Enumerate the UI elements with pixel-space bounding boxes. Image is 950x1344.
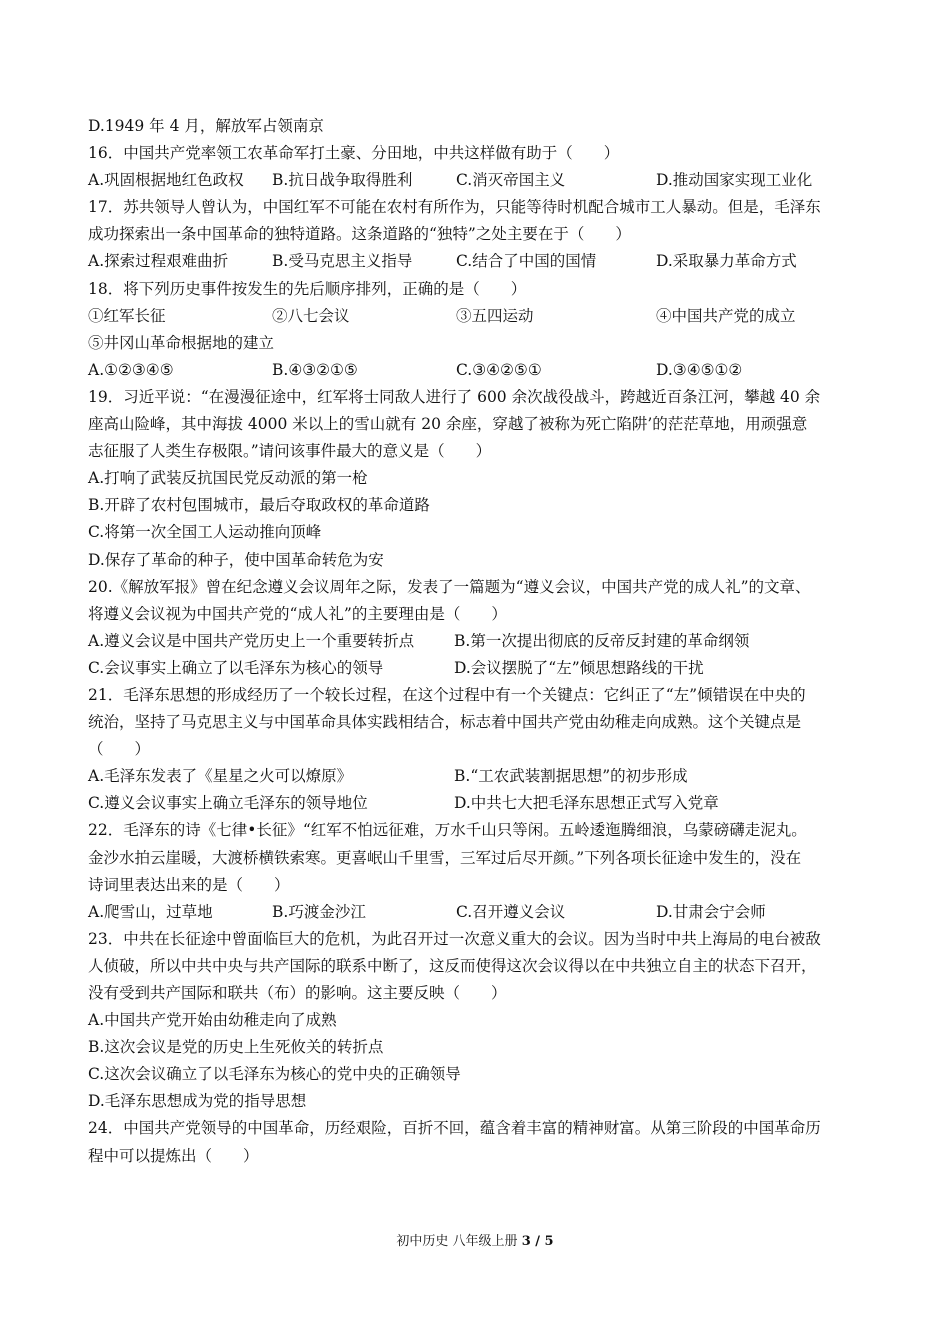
option-b: B.受马克思主义指导 (272, 252, 413, 271)
option-b: B.“工农武装割据思想”的初步形成 (454, 767, 688, 786)
option-b: B.第一次提出彻底的反帝反封建的革命纲领 (454, 631, 750, 650)
question-20-options-row-1 (88, 628, 878, 655)
option-a: A.毛泽东发表了《星星之火可以燎原》 (88, 767, 353, 786)
question-20-options-row-2 (88, 655, 878, 682)
event-item: ④中国共产党的成立 (656, 306, 796, 325)
option-c: C.会议事实上确立了以毛泽东为核心的领导 (88, 658, 384, 677)
option-c: C.③④②⑤① (456, 360, 542, 379)
option-a: A.爬雪山，过草地 (88, 902, 213, 921)
option-a: A.遵义会议是中国共产党历史上一个重要转折点 (88, 631, 415, 650)
event-item: ②八七会议 (272, 306, 350, 325)
event-item: ③五四运动 (456, 306, 534, 325)
question-17-options (88, 248, 878, 275)
question-22-line-3: 诗词里表达出来的是（ ） (88, 875, 290, 894)
question-23-line-2: 人侦破，所以中共中央与共产国际的联系中断了，这反而使得这次会议得以在中共独立自主的状态下召开， (88, 956, 817, 975)
option-d: D.会议摆脱了“左”倾思想路线的干扰 (454, 658, 704, 677)
question-16-options (88, 167, 878, 194)
question-22-line-2: 金沙水拍云崖暖，大渡桥横铁索寒。更喜岷山千里雪，三军过后尽开颜。”下列各项长征途中发生的，没在 (88, 848, 802, 867)
question-22-line-1: 22．毛泽东的诗《七律•长征》“红军不怕远征难，万水千山只等闲。五岭逶迤腾细浪，乌蒙磅礴走泥丸。 (88, 821, 807, 840)
question-19-line-1: 19．习近平说：“在漫漫征途中，红军将士同敌人进行了 600 余次战役战斗，跨越近百条江河，攀越 40 余 (88, 387, 821, 406)
option-b: B.巧渡金沙江 (272, 902, 366, 921)
option-a: A.中国共产党开始由幼稚走向了成熟 (88, 1011, 337, 1030)
option-c: C.将第一次全国工人运动推向顶峰 (88, 523, 322, 542)
event-item: ⑤井冈山革命根据地的建立 (88, 333, 275, 352)
option-a: A.巩固根据地红色政权 (88, 171, 244, 190)
question-19-line-2: 座高山险峰，其中海拔 4000 米以上的雪山就有 20 余座，穿越了被称为死亡陷阱’的茫茫草地，用顽强意 (88, 415, 808, 434)
option-d: D.甘肃会宁会师 (656, 902, 766, 921)
option-c: C.召开遵义会议 (456, 902, 566, 921)
option-d: D.推动国家实现工业化 (656, 171, 813, 190)
question-18-options (88, 357, 878, 384)
question-21-options-row-2 (88, 790, 878, 817)
question-21-line-1: 21．毛泽东思想的形成经历了一个较长过程，在这个过程中有一个关键点：它纠正了“左”倾错误在中央的 (88, 685, 806, 704)
option-d: D.采取暴力革命方式 (656, 252, 797, 271)
question-20-line-2: 将遵义会议视为中国共产党的“成人礼”的主要理由是（ ） (88, 604, 507, 623)
option-text: D.1949 年 4 月，解放军占领南京 (88, 117, 324, 135)
option-d: D.③④⑤①② (656, 360, 743, 379)
question-24-line-1: 24．中国共产党领导的中国革命，历经艰险，百折不回，蕴含着丰富的精神财富。从第三阶段的中国革命历 (88, 1119, 821, 1138)
option-a: A.①②③④⑤ (88, 360, 174, 379)
question-23-line-1: 23．中共在长征途中曾面临巨大的危机，为此召开过一次意义重大的会议。因为当时中共上海局的电台被敌 (88, 929, 821, 948)
question-22-options (88, 899, 878, 926)
option-d: D.毛泽东思想成为党的指导思想 (88, 1092, 307, 1111)
question-21-line-3: （ ） (88, 740, 151, 759)
option-b: B.抗日战争取得胜利 (272, 171, 413, 190)
option-b: B.这次会议是党的历史上生死攸关的转折点 (88, 1038, 384, 1057)
option-b: B.开辟了农村包围城市，最后夺取政权的革命道路 (88, 496, 430, 515)
question-18-events (88, 303, 878, 330)
question-20-line-1: 20.《解放军报》曾在纪念遵义会议周年之际，发表了一篇题为“遵义会议，中国共产党的成人礼”的文章、 (88, 577, 811, 596)
question-17-line-2: 成功探索出一条中国革命的独特道路。这条道路的“独特”之处主要在于（ ） (88, 225, 631, 244)
option-c: C.结合了中国的国情 (456, 252, 597, 271)
question-23-line-3: 没有受到共产国际和联共（布）的影响。这主要反映（ ） (88, 984, 507, 1002)
option-a: A.打响了武装反抗国民党反动派的第一枪 (88, 469, 368, 488)
question-list (88, 113, 878, 1170)
question-21-options-row-1 (88, 763, 878, 790)
question-19-line-3: 志征服了人类生存极限。”请问该事件最大的意义是（ ） (88, 442, 492, 461)
option-d: D.中共七大把毛泽东思想正式写入党章 (454, 794, 719, 813)
option-c: C.消灭帝国主义 (456, 171, 566, 190)
option-c: C.遵义会议事实上确立毛泽东的领导地位 (88, 794, 368, 813)
option-c: C.这次会议确立了以毛泽东为核心的党中央的正确领导 (88, 1065, 461, 1084)
option-a: A.探索过程艰难曲折 (88, 252, 229, 271)
footer-label: 初中历史 八年级上册 (396, 1234, 522, 1249)
question-18: 18．将下列历史事件按发生的先后顺序排列，正确的是（ ） (88, 279, 527, 298)
option-b: B.④③②①⑤ (272, 360, 358, 379)
question-16: 16．中国共产党率领工农革命军打土豪、分田地，中共这样做有助于（ ） (88, 144, 620, 163)
page-number: 3 / 5 (521, 1234, 554, 1249)
question-17-line-1: 17．苏共领导人曾认为，中国红军不可能在农村有所作为，只能等待时机配合城市工人暴动。但是，毛泽东 (88, 198, 821, 217)
event-item: ①红军长征 (88, 306, 166, 325)
question-21-line-2: 统治，坚持了马克思主义与中国革命具体实践相结合，标志着中国共产党由幼稚走向成熟。这个关键点是 (88, 713, 802, 732)
page-footer (0, 1230, 950, 1249)
option-d: D.保存了革命的种子，使中国革命转危为安 (88, 550, 384, 569)
question-24-line-2: 程中可以提炼出（ ） (88, 1146, 259, 1165)
